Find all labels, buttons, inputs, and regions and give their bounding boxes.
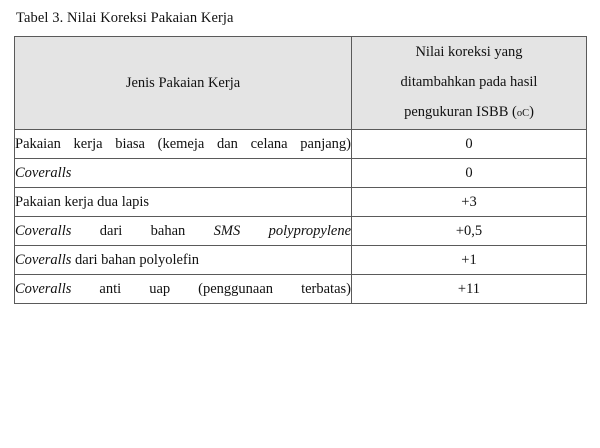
column-header-clothing-type: Jenis Pakaian Kerja <box>15 37 352 130</box>
clothing-type-text: Coveralls <box>15 281 72 297</box>
clothing-type-text: anti uap (penggunaan terbatas) <box>71 281 351 297</box>
table-row <box>15 130 587 159</box>
cell-correction-value: +3 <box>352 188 587 217</box>
cell-clothing-type <box>15 159 352 188</box>
cell-clothing-type <box>15 188 352 217</box>
clothing-type-text: dari bahan polyolefin <box>71 252 200 268</box>
header-unit-celsius: oC <box>516 108 530 119</box>
header-line-3-text: pengukuran ISBB ( <box>404 104 517 120</box>
cell-correction-value: +1 <box>352 246 587 275</box>
column-header-correction-value <box>352 37 587 130</box>
table-row <box>15 275 587 304</box>
cell-clothing-type <box>15 246 352 275</box>
clothing-type-text: Coveralls <box>15 165 72 181</box>
cell-correction-value: 0 <box>352 159 587 188</box>
clothing-type-text: Pakaian kerja biasa (kemeja dan celana panjang) <box>15 136 351 152</box>
clothing-type-text: SMS polypropylene <box>213 223 352 239</box>
clothing-type-text: dari bahan <box>71 223 214 239</box>
clothing-type-text: Coveralls <box>15 223 72 239</box>
header-line-2: ditambahkan pada hasil <box>400 74 538 90</box>
table-caption: Tabel 3. Nilai Koreksi Pakaian Kerja <box>16 10 234 26</box>
header-line-1: Nilai koreksi yang <box>415 44 523 60</box>
table-row <box>15 246 587 275</box>
table-row <box>15 217 587 246</box>
header-line-3 <box>352 97 586 129</box>
cell-correction-value: 0 <box>352 130 587 159</box>
cell-correction-value: +0,5 <box>352 217 587 246</box>
table-header-row <box>15 37 587 130</box>
header-line-3-close: ) <box>529 104 534 120</box>
correction-values-table <box>14 36 587 304</box>
table-row <box>15 159 587 188</box>
table-row <box>15 188 587 217</box>
clothing-type-text: Pakaian kerja dua lapis <box>15 194 150 210</box>
table-body <box>15 130 587 304</box>
cell-correction-value: +11 <box>352 275 587 304</box>
cell-clothing-type <box>15 275 352 304</box>
clothing-type-text: Coveralls <box>15 252 72 268</box>
table-header <box>15 37 587 130</box>
cell-clothing-type <box>15 217 352 246</box>
cell-clothing-type <box>15 130 352 159</box>
